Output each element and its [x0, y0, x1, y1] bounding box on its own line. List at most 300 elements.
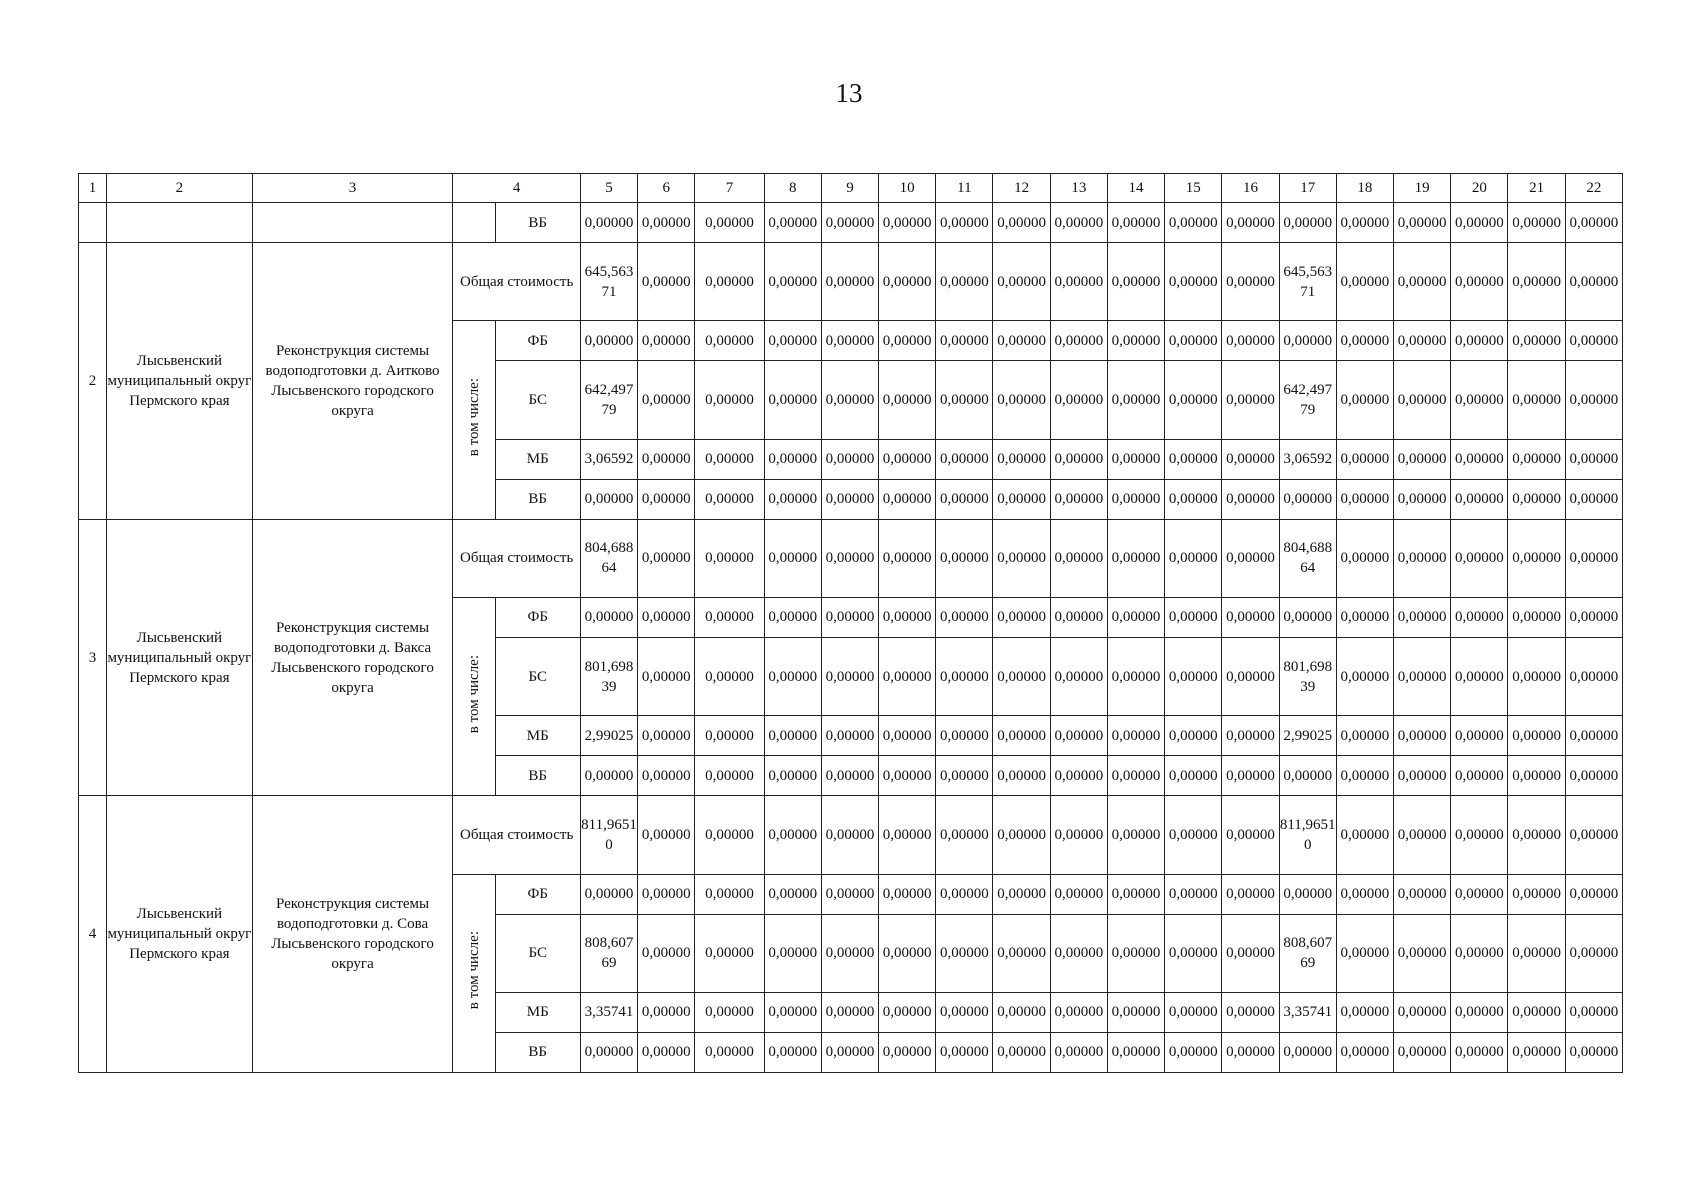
value-cell: 0,00000 — [936, 1032, 993, 1072]
value-cell: 2,99025 — [1279, 716, 1336, 756]
value-cell: 0,00000 — [1394, 874, 1451, 914]
value-cell: 0,00000 — [821, 796, 878, 874]
value-cell: 3,06592 — [1279, 439, 1336, 479]
value-cell: 0,00000 — [764, 321, 821, 361]
value-cell: 0,00000 — [821, 597, 878, 637]
column-number: 20 — [1451, 174, 1508, 203]
value-cell: 0,00000 — [1279, 756, 1336, 796]
value-cell: 0,00000 — [1565, 361, 1622, 439]
value-cell: 0,00000 — [1107, 637, 1164, 715]
value-cell: 0,00000 — [1451, 914, 1508, 992]
value-cell: 0,00000 — [695, 361, 764, 439]
value-cell: 0,00000 — [580, 479, 637, 519]
value-cell: 0,00000 — [1394, 321, 1451, 361]
value-cell: 0,00000 — [638, 361, 695, 439]
source-label: ФБ — [495, 597, 580, 637]
value-cell: 0,00000 — [879, 637, 936, 715]
value-cell: 0,00000 — [1050, 914, 1107, 992]
value-cell: 0,00000 — [1107, 479, 1164, 519]
value-cell: 0,00000 — [695, 519, 764, 597]
value-cell: 0,00000 — [993, 597, 1050, 637]
value-cell: 0,00000 — [821, 361, 878, 439]
value-cell: 0,00000 — [1107, 1032, 1164, 1072]
value-cell: 0,00000 — [1050, 203, 1107, 243]
value-cell: 804,68864 — [580, 519, 637, 597]
value-cell: 0,00000 — [1451, 796, 1508, 874]
value-cell: 0,00000 — [1565, 519, 1622, 597]
value-cell: 642,49779 — [1279, 361, 1336, 439]
value-cell: 0,00000 — [879, 439, 936, 479]
value-cell: 2,99025 — [580, 716, 637, 756]
value-cell: 0,00000 — [1336, 597, 1393, 637]
value-cell: 0,00000 — [936, 479, 993, 519]
value-cell: 0,00000 — [1050, 874, 1107, 914]
value-cell: 0,00000 — [1508, 1032, 1565, 1072]
value-cell: 0,00000 — [1394, 1032, 1451, 1072]
column-number: 5 — [580, 174, 637, 203]
value-cell: 0,00000 — [1508, 756, 1565, 796]
value-cell: 0,00000 — [1107, 874, 1164, 914]
value-cell: 0,00000 — [764, 796, 821, 874]
value-cell: 0,00000 — [764, 203, 821, 243]
value-cell: 0,00000 — [1107, 321, 1164, 361]
value-cell: 0,00000 — [764, 716, 821, 756]
value-cell: 642,49779 — [580, 361, 637, 439]
total-cost-label: Общая стоимость — [453, 519, 580, 597]
including-label-cell — [453, 597, 495, 795]
value-cell: 645,56371 — [580, 243, 637, 321]
value-cell: 0,00000 — [1508, 597, 1565, 637]
value-cell: 0,00000 — [1165, 637, 1222, 715]
value-cell: 0,00000 — [1222, 637, 1279, 715]
source-label: БС — [495, 914, 580, 992]
value-cell: 0,00000 — [1279, 874, 1336, 914]
value-cell: 0,00000 — [1165, 243, 1222, 321]
total-row — [79, 796, 1623, 874]
source-label: ФБ — [495, 874, 580, 914]
empty-cell — [252, 203, 453, 243]
value-cell: 0,00000 — [638, 597, 695, 637]
carry-over-row — [79, 203, 1623, 243]
empty-cell — [107, 203, 253, 243]
value-cell: 0,00000 — [695, 321, 764, 361]
value-cell: 0,00000 — [879, 361, 936, 439]
value-cell: 0,00000 — [993, 203, 1050, 243]
value-cell: 0,00000 — [936, 716, 993, 756]
value-cell: 0,00000 — [1165, 1032, 1222, 1072]
value-cell: 0,00000 — [1165, 874, 1222, 914]
source-label: МБ — [495, 439, 580, 479]
header-row — [79, 174, 1623, 203]
value-cell: 0,00000 — [1451, 361, 1508, 439]
source-label: ВБ — [495, 479, 580, 519]
value-cell: 804,68864 — [1279, 519, 1336, 597]
column-number: 19 — [1394, 174, 1451, 203]
value-cell: 0,00000 — [1222, 439, 1279, 479]
value-cell: 0,00000 — [1222, 992, 1279, 1032]
value-cell: 0,00000 — [1050, 992, 1107, 1032]
value-cell: 0,00000 — [1565, 203, 1622, 243]
value-cell: 0,00000 — [879, 756, 936, 796]
column-number: 4 — [453, 174, 580, 203]
value-cell: 0,00000 — [1451, 479, 1508, 519]
value-cell: 0,00000 — [1050, 439, 1107, 479]
value-cell: 0,00000 — [1508, 716, 1565, 756]
value-cell: 3,35741 — [580, 992, 637, 1032]
value-cell: 0,00000 — [936, 519, 993, 597]
value-cell: 0,00000 — [879, 796, 936, 874]
value-cell: 0,00000 — [638, 874, 695, 914]
value-cell: 0,00000 — [1107, 243, 1164, 321]
value-cell: 0,00000 — [580, 597, 637, 637]
column-number: 15 — [1165, 174, 1222, 203]
value-cell: 0,00000 — [1222, 479, 1279, 519]
value-cell: 0,00000 — [936, 203, 993, 243]
value-cell: 0,00000 — [638, 756, 695, 796]
value-cell: 0,00000 — [1222, 243, 1279, 321]
value-cell: 0,00000 — [993, 361, 1050, 439]
value-cell: 0,00000 — [1222, 914, 1279, 992]
value-cell: 0,00000 — [1565, 637, 1622, 715]
value-cell: 0,00000 — [1394, 597, 1451, 637]
value-cell: 0,00000 — [993, 716, 1050, 756]
value-cell: 0,00000 — [1165, 479, 1222, 519]
value-cell: 0,00000 — [821, 243, 878, 321]
value-cell: 0,00000 — [695, 874, 764, 914]
total-cost-label: Общая стоимость — [453, 796, 580, 874]
total-row — [79, 519, 1623, 597]
value-cell: 0,00000 — [764, 597, 821, 637]
value-cell: 0,00000 — [638, 796, 695, 874]
column-number: 11 — [936, 174, 993, 203]
value-cell: 0,00000 — [764, 914, 821, 992]
column-number: 3 — [252, 174, 453, 203]
value-cell: 0,00000 — [821, 479, 878, 519]
value-cell: 0,00000 — [1508, 203, 1565, 243]
column-number: 2 — [107, 174, 253, 203]
value-cell: 0,00000 — [993, 796, 1050, 874]
page-number: 13 — [835, 78, 863, 108]
value-cell: 0,00000 — [1165, 321, 1222, 361]
value-cell: 0,00000 — [1336, 1032, 1393, 1072]
value-cell: 0,00000 — [638, 716, 695, 756]
value-cell: 0,00000 — [1508, 439, 1565, 479]
value-cell: 0,00000 — [1565, 479, 1622, 519]
value-cell: 3,06592 — [580, 439, 637, 479]
value-cell: 0,00000 — [993, 479, 1050, 519]
value-cell: 0,00000 — [1394, 796, 1451, 874]
column-number: 16 — [1222, 174, 1279, 203]
including-label: в том числе: — [466, 377, 482, 457]
value-cell: 0,00000 — [1222, 1032, 1279, 1072]
empty-cell — [453, 203, 495, 243]
value-cell: 0,00000 — [821, 439, 878, 479]
value-cell: 0,00000 — [879, 321, 936, 361]
value-cell: 0,00000 — [1451, 637, 1508, 715]
value-cell: 0,00000 — [638, 479, 695, 519]
value-cell: 0,00000 — [879, 243, 936, 321]
value-cell: 0,00000 — [879, 716, 936, 756]
value-cell: 0,00000 — [1394, 203, 1451, 243]
value-cell: 0,00000 — [1508, 243, 1565, 321]
value-cell: 0,00000 — [1565, 1032, 1622, 1072]
value-cell: 0,00000 — [936, 321, 993, 361]
value-cell: 0,00000 — [936, 992, 993, 1032]
value-cell: 0,00000 — [1222, 519, 1279, 597]
value-cell: 0,00000 — [1165, 796, 1222, 874]
value-cell: 0,00000 — [1279, 1032, 1336, 1072]
source-label: МБ — [495, 992, 580, 1032]
project-name: Реконструкция системы водоподготовки д. Вакса Лысьвенского городского округа — [252, 519, 453, 796]
value-cell: 0,00000 — [1050, 321, 1107, 361]
value-cell: 0,00000 — [1279, 479, 1336, 519]
value-cell: 0,00000 — [1107, 361, 1164, 439]
value-cell: 0,00000 — [1336, 914, 1393, 992]
value-cell: 0,00000 — [1336, 992, 1393, 1032]
value-cell: 0,00000 — [764, 243, 821, 321]
column-number: 7 — [695, 174, 764, 203]
value-cell: 801,69839 — [1279, 637, 1336, 715]
value-cell: 0,00000 — [1565, 756, 1622, 796]
value-cell: 0,00000 — [1508, 796, 1565, 874]
value-cell: 0,00000 — [1165, 361, 1222, 439]
value-cell: 0,00000 — [1279, 321, 1336, 361]
value-cell: 0,00000 — [1050, 597, 1107, 637]
value-cell: 0,00000 — [1336, 716, 1393, 756]
value-cell: 0,00000 — [1336, 796, 1393, 874]
including-label-cell — [453, 874, 495, 1072]
value-cell: 0,00000 — [1394, 914, 1451, 992]
value-cell: 0,00000 — [1508, 479, 1565, 519]
value-cell: 0,00000 — [879, 914, 936, 992]
value-cell: 0,00000 — [1451, 756, 1508, 796]
including-label-cell — [453, 321, 495, 519]
value-cell: 0,00000 — [695, 756, 764, 796]
value-cell: 0,00000 — [1050, 796, 1107, 874]
row-number: 3 — [79, 519, 107, 796]
value-cell: 0,00000 — [764, 874, 821, 914]
value-cell: 0,00000 — [936, 796, 993, 874]
value-cell: 0,00000 — [764, 361, 821, 439]
value-cell: 0,00000 — [1565, 992, 1622, 1032]
value-cell: 0,00000 — [821, 519, 878, 597]
value-cell: 0,00000 — [1565, 874, 1622, 914]
value-cell: 0,00000 — [580, 203, 637, 243]
value-cell: 0,00000 — [1565, 597, 1622, 637]
value-cell: 0,00000 — [695, 914, 764, 992]
value-cell: 0,00000 — [695, 637, 764, 715]
municipality-name: Лысьвенский муниципальный округ Пермского края — [107, 519, 253, 796]
value-cell: 0,00000 — [1050, 756, 1107, 796]
value-cell: 0,00000 — [1336, 479, 1393, 519]
value-cell: 0,00000 — [1222, 203, 1279, 243]
value-cell: 0,00000 — [936, 874, 993, 914]
municipality-name: Лысьвенский муниципальный округ Пермского края — [107, 796, 253, 1073]
column-number: 6 — [638, 174, 695, 203]
value-cell: 0,00000 — [1107, 716, 1164, 756]
value-cell: 0,00000 — [993, 439, 1050, 479]
value-cell: 0,00000 — [1107, 439, 1164, 479]
value-cell: 0,00000 — [764, 519, 821, 597]
value-cell: 0,00000 — [1165, 519, 1222, 597]
source-label: ВБ — [495, 756, 580, 796]
value-cell: 0,00000 — [1336, 321, 1393, 361]
total-row — [79, 243, 1623, 321]
value-cell: 0,00000 — [1508, 637, 1565, 715]
value-cell: 0,00000 — [1565, 439, 1622, 479]
value-cell: 0,00000 — [695, 597, 764, 637]
value-cell: 0,00000 — [1451, 1032, 1508, 1072]
value-cell: 0,00000 — [1451, 439, 1508, 479]
value-cell: 0,00000 — [1451, 716, 1508, 756]
source-label: ФБ — [495, 321, 580, 361]
value-cell: 0,00000 — [936, 361, 993, 439]
value-cell: 0,00000 — [1336, 756, 1393, 796]
value-cell: 0,00000 — [1165, 716, 1222, 756]
value-cell: 0,00000 — [695, 439, 764, 479]
value-cell: 0,00000 — [1107, 203, 1164, 243]
value-cell: 0,00000 — [1050, 519, 1107, 597]
value-cell: 0,00000 — [879, 1032, 936, 1072]
value-cell: 0,00000 — [1336, 243, 1393, 321]
value-cell: 0,00000 — [993, 637, 1050, 715]
value-cell: 0,00000 — [764, 756, 821, 796]
value-cell: 0,00000 — [821, 992, 878, 1032]
value-cell: 0,00000 — [1279, 597, 1336, 637]
value-cell: 0,00000 — [993, 756, 1050, 796]
value-cell: 0,00000 — [638, 992, 695, 1032]
value-cell: 0,00000 — [695, 243, 764, 321]
municipality-name: Лысьвенский муниципальный округ Пермского края — [107, 243, 253, 520]
row-number: 2 — [79, 243, 107, 520]
value-cell: 0,00000 — [1336, 637, 1393, 715]
value-cell: 0,00000 — [1394, 716, 1451, 756]
column-number: 10 — [879, 174, 936, 203]
value-cell: 0,00000 — [1222, 321, 1279, 361]
source-label: ВБ — [495, 1032, 580, 1072]
value-cell: 0,00000 — [580, 321, 637, 361]
source-label: БС — [495, 361, 580, 439]
value-cell: 0,00000 — [1107, 796, 1164, 874]
value-cell: 0,00000 — [1336, 439, 1393, 479]
value-cell: 0,00000 — [638, 519, 695, 597]
value-cell: 0,00000 — [1222, 796, 1279, 874]
value-cell: 0,00000 — [1451, 243, 1508, 321]
value-cell: 0,00000 — [695, 1032, 764, 1072]
value-cell: 0,00000 — [695, 796, 764, 874]
value-cell: 0,00000 — [936, 597, 993, 637]
value-cell: 3,35741 — [1279, 992, 1336, 1032]
column-number: 8 — [764, 174, 821, 203]
value-cell: 0,00000 — [764, 1032, 821, 1072]
source-label: МБ — [495, 716, 580, 756]
value-cell: 0,00000 — [638, 203, 695, 243]
value-cell: 0,00000 — [764, 992, 821, 1032]
value-cell: 0,00000 — [580, 874, 637, 914]
column-number: 22 — [1565, 174, 1622, 203]
value-cell: 801,69839 — [580, 637, 637, 715]
value-cell: 0,00000 — [1394, 756, 1451, 796]
value-cell: 0,00000 — [1394, 243, 1451, 321]
value-cell: 0,00000 — [821, 874, 878, 914]
value-cell: 0,00000 — [1394, 637, 1451, 715]
column-number: 17 — [1279, 174, 1336, 203]
value-cell: 0,00000 — [821, 1032, 878, 1072]
value-cell: 0,00000 — [993, 519, 1050, 597]
total-cost-label: Общая стоимость — [453, 243, 580, 321]
value-cell: 0,00000 — [879, 519, 936, 597]
value-cell: 0,00000 — [936, 756, 993, 796]
value-cell: 0,00000 — [1107, 914, 1164, 992]
value-cell: 808,60769 — [580, 914, 637, 992]
project-name: Реконструкция системы водоподготовки д. Сова Лысьвенского городского округа — [252, 796, 453, 1073]
column-number: 1 — [79, 174, 107, 203]
value-cell: 0,00000 — [1222, 716, 1279, 756]
value-cell: 0,00000 — [1165, 756, 1222, 796]
value-cell: 0,00000 — [1279, 203, 1336, 243]
including-label: в том числе: — [466, 931, 482, 1010]
value-cell: 0,00000 — [821, 637, 878, 715]
value-cell: 0,00000 — [879, 874, 936, 914]
value-cell: 0,00000 — [638, 321, 695, 361]
value-cell: 0,00000 — [821, 716, 878, 756]
value-cell: 0,00000 — [1451, 321, 1508, 361]
value-cell: 811,96510 — [1279, 796, 1336, 874]
value-cell: 0,00000 — [993, 243, 1050, 321]
row-number: 4 — [79, 796, 107, 1073]
value-cell: 0,00000 — [1394, 519, 1451, 597]
column-number: 14 — [1107, 174, 1164, 203]
value-cell: 0,00000 — [1508, 874, 1565, 914]
value-cell: 0,00000 — [1107, 597, 1164, 637]
value-cell: 0,00000 — [695, 479, 764, 519]
value-cell: 645,56371 — [1279, 243, 1336, 321]
value-cell: 0,00000 — [638, 637, 695, 715]
column-number: 21 — [1508, 174, 1565, 203]
value-cell: 0,00000 — [1050, 361, 1107, 439]
value-cell: 0,00000 — [1165, 203, 1222, 243]
value-cell: 0,00000 — [1336, 203, 1393, 243]
value-cell: 0,00000 — [1451, 992, 1508, 1032]
value-cell: 0,00000 — [764, 479, 821, 519]
budget-table — [78, 173, 1623, 1073]
value-cell: 0,00000 — [1050, 479, 1107, 519]
table-body — [79, 174, 1623, 1073]
value-cell: 0,00000 — [993, 874, 1050, 914]
value-cell: 0,00000 — [1394, 361, 1451, 439]
value-cell: 0,00000 — [936, 914, 993, 992]
value-cell: 0,00000 — [1565, 243, 1622, 321]
value-cell: 0,00000 — [638, 914, 695, 992]
value-cell: 808,60769 — [1279, 914, 1336, 992]
value-cell: 0,00000 — [764, 439, 821, 479]
value-cell: 0,00000 — [879, 992, 936, 1032]
value-cell: 0,00000 — [1394, 439, 1451, 479]
value-cell: 0,00000 — [1336, 874, 1393, 914]
value-cell: 0,00000 — [993, 914, 1050, 992]
value-cell: 0,00000 — [821, 203, 878, 243]
value-cell: 0,00000 — [695, 716, 764, 756]
value-cell: 811,96510 — [580, 796, 637, 874]
value-cell: 0,00000 — [1451, 874, 1508, 914]
value-cell: 0,00000 — [993, 1032, 1050, 1072]
value-cell: 0,00000 — [695, 992, 764, 1032]
value-cell: 0,00000 — [1565, 914, 1622, 992]
value-cell: 0,00000 — [993, 992, 1050, 1032]
value-cell: 0,00000 — [1165, 992, 1222, 1032]
value-cell: 0,00000 — [993, 321, 1050, 361]
including-label: в том числе: — [466, 654, 482, 733]
